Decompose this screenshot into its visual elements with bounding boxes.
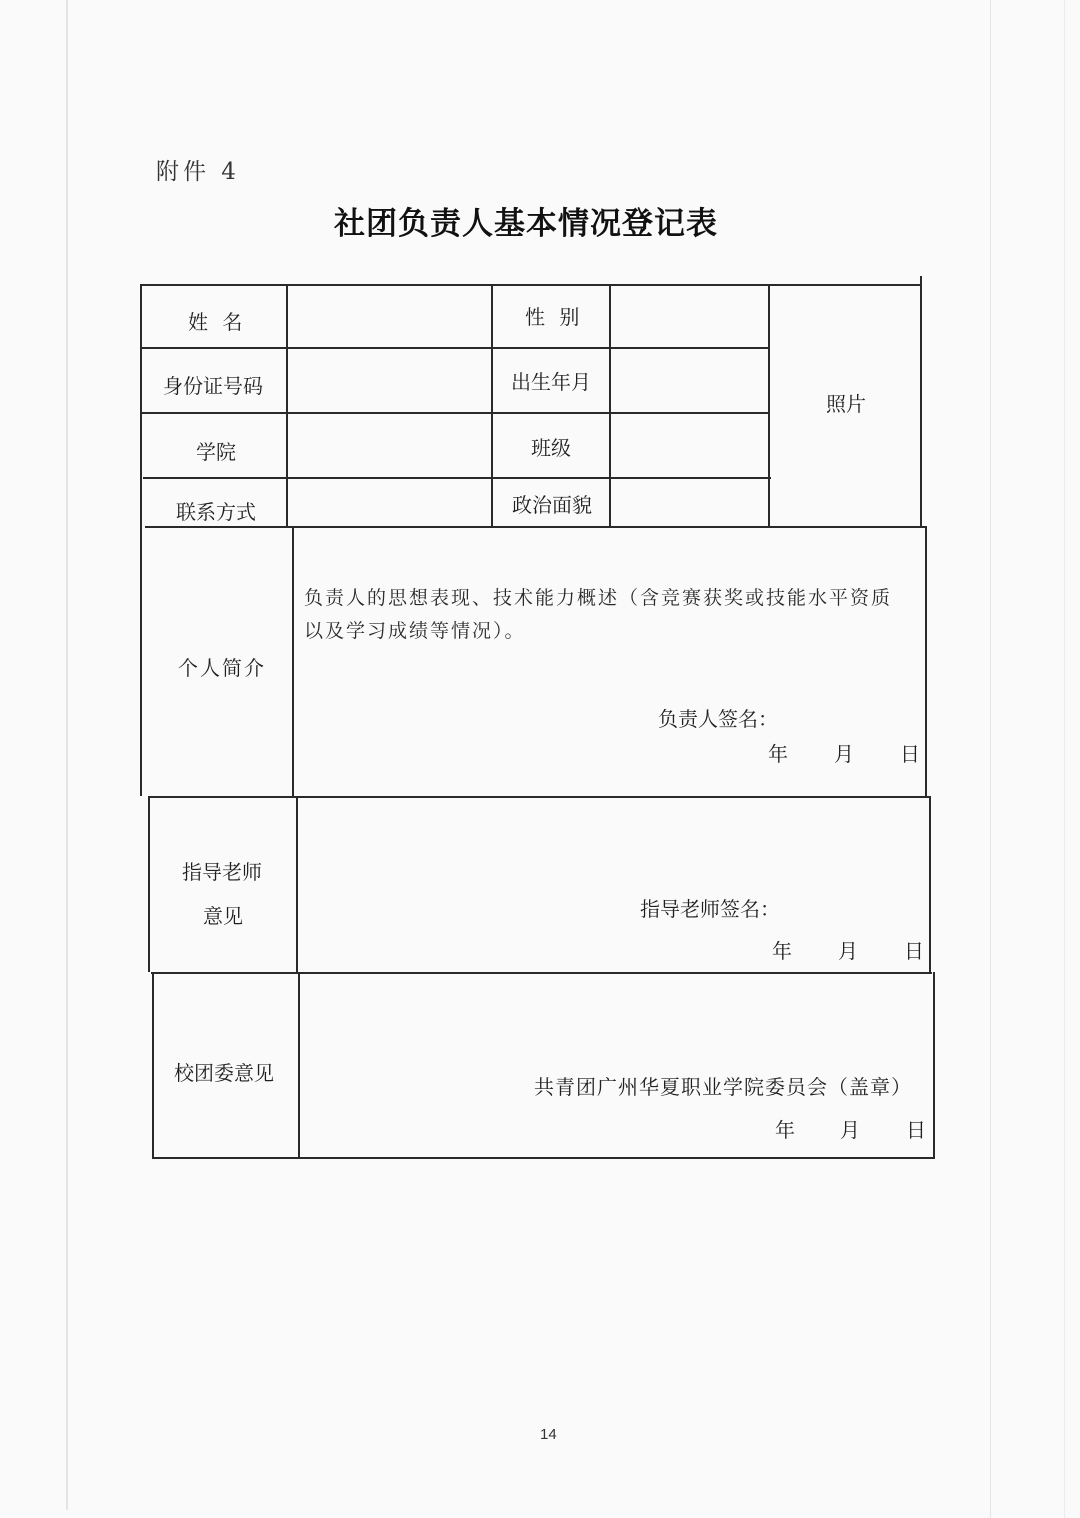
label-class: 班级 (531, 436, 571, 460)
label-advisor-line-1: 指导老师 (182, 860, 262, 884)
page-number: 14 (540, 1426, 557, 1443)
table-border-left (148, 796, 150, 972)
id-number-field[interactable] (290, 351, 488, 409)
league-date-year: 年 (775, 1118, 795, 1142)
row-divider (145, 526, 925, 528)
table-border-top (140, 284, 922, 286)
label-gender: 性 别 (525, 305, 584, 329)
row-divider (151, 972, 932, 974)
table-border-right (933, 972, 935, 1159)
page-title: 社团负责人基本情况登记表 (334, 206, 718, 242)
table-border-left (152, 972, 154, 1159)
label-advisor-line-2: 意见 (203, 904, 243, 928)
table-border-right (929, 796, 931, 974)
col-divider (768, 284, 770, 528)
scan-edge-right (990, 0, 991, 1518)
row-divider (141, 347, 769, 349)
advisor-date-year: 年 (772, 939, 792, 963)
scan-edge-right-outer (1064, 0, 1065, 1518)
label-name: 姓 名 (188, 310, 247, 334)
row-divider (142, 412, 770, 414)
label-id-number: 身份证号码 (163, 374, 263, 398)
label-contact: 联系方式 (176, 500, 256, 524)
label-birth-date: 出生年月 (511, 370, 591, 394)
intro-prompt-line-2: 以及学习成绩等情况）。 (304, 620, 526, 642)
gender-field[interactable] (613, 288, 765, 346)
label-political-status: 政治面貌 (512, 493, 592, 517)
row-divider (148, 796, 930, 798)
col-divider (286, 284, 288, 528)
intro-prompt-line-1: 负责人的思想表现、技术能力概述（含竞赛获奖或技能水平资质 (304, 587, 893, 609)
table-border-right (920, 276, 922, 528)
intro-date-day: 日 (900, 742, 920, 766)
advisor-date-month: 月 (838, 939, 858, 963)
photo-box[interactable] (772, 288, 918, 524)
col-divider (298, 972, 300, 1159)
league-seal-text: 共青团广州华夏职业学院委员会（盖章） (534, 1075, 912, 1099)
class-field[interactable] (613, 416, 765, 474)
league-date-month: 月 (840, 1118, 860, 1142)
label-college: 学院 (196, 440, 236, 464)
league-date-day: 日 (906, 1118, 926, 1142)
annex-label: 附件 4 (156, 159, 240, 185)
label-league-opinion: 校团委意见 (174, 1061, 274, 1085)
advisor-date-day: 日 (904, 939, 924, 963)
col-divider (491, 284, 493, 528)
table-border-bottom (154, 1157, 935, 1159)
intro-prompt (304, 582, 892, 648)
col-divider (296, 796, 298, 974)
college-field[interactable] (290, 416, 488, 474)
political-status-field[interactable] (613, 481, 765, 525)
table-border-right (925, 526, 927, 798)
intro-date-month: 月 (834, 742, 854, 766)
row-divider (143, 477, 771, 479)
leader-signature-label: 负责人签名： (658, 707, 778, 731)
label-personal-intro: 个人简介 (178, 656, 266, 680)
name-field[interactable] (290, 288, 488, 346)
col-divider (292, 526, 294, 798)
intro-date-year: 年 (768, 742, 788, 766)
advisor-signature-label: 指导老师签名： (640, 897, 780, 921)
col-divider (609, 284, 611, 528)
contact-field[interactable] (290, 481, 488, 525)
birth-date-field[interactable] (613, 351, 765, 409)
table-border-left (140, 284, 142, 796)
scan-edge-left (66, 0, 68, 1510)
label-photo: 照片 (826, 392, 866, 416)
